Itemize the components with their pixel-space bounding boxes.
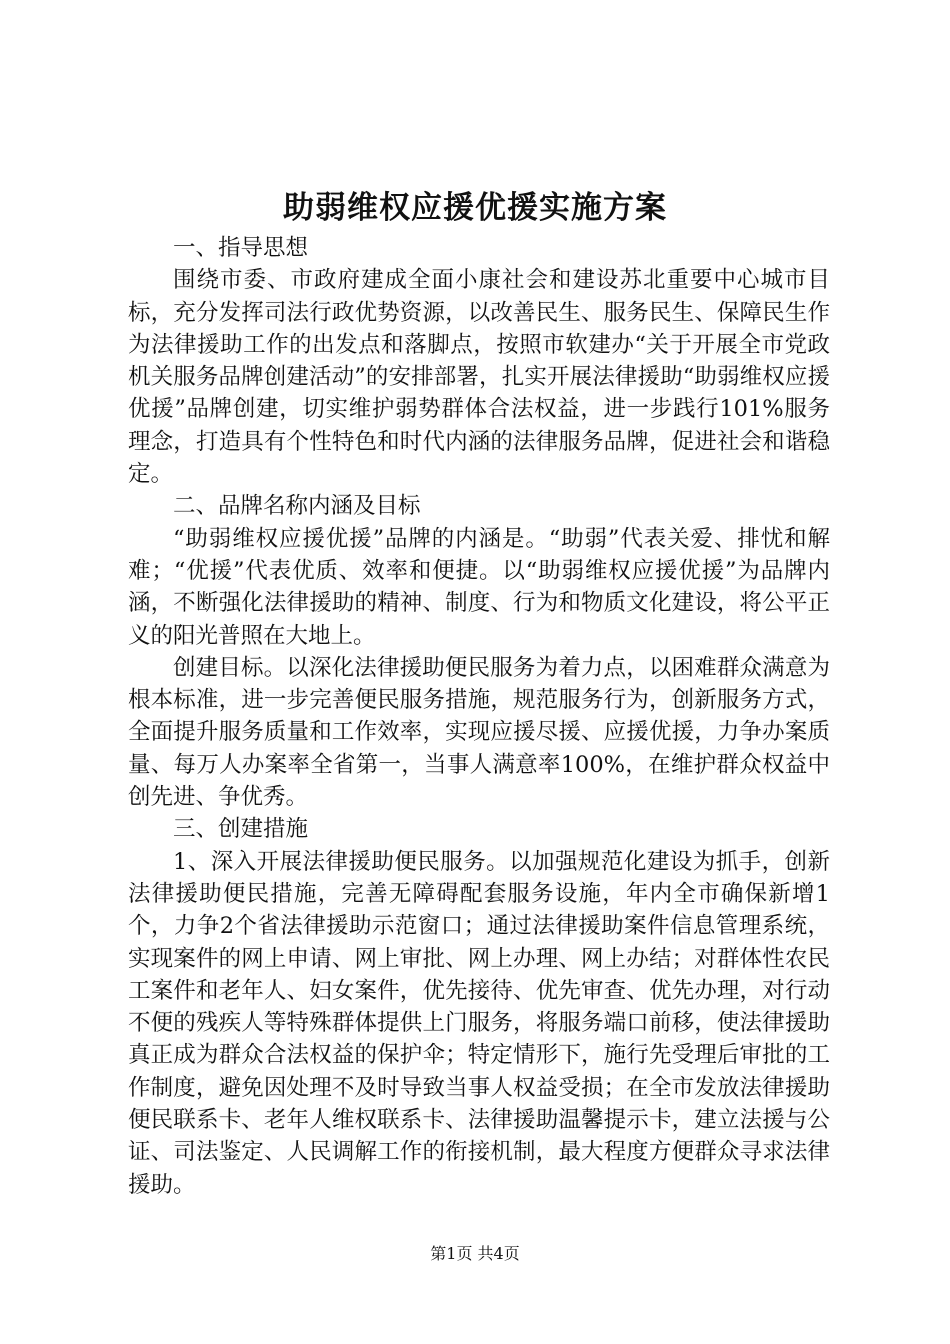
paragraph-creation-goals: 创建目标。以深化法律援助便民服务为着力点，以困难群众满意为根本标准，进一步完善便民服务措施，规范服务行为，创新服务方式，全面提升服务质量和工作效率，实现应援尽援、应援优援，力争办案质量、每万人办案率全省第一，当事人满意率100%，在维护群众权益中创先进、争优秀。 [128,654,830,811]
page-footer: 第1页 共4页 [430,1244,520,1263]
paragraph-measure-1: 1、深入开展法律援助便民服务。以加强规范化建设为抓手，创新法律援助便民措施，完善无障碍配套服务设施，年内全市确保新增1个，力争2个省法律援助示范窗口；通过法律援助案件信息管理系统，实现案件的网上申请、网上审批、网上办理、网上办结；对群体性农民工案件和老年人、妇女案件，优先接待、优先审查、优先办理，对行动不便的残疾人等特殊群体提供上门服务，将服务端口前移，使法律援助真正成为群众合法权益的保护伞；特定情形下，施行先受理后审批的工作制度，避免因处理不及时导致当事人权益受损；在全市发放法律援助便民联系卡、老年人维权联系卡、法律援助温馨提示卡，建立法援与公证、司法鉴定、人民调解工作的衔接机制，最大程度方便群众寻求法律援助。 [128,848,830,1198]
section-heading-measures: 三、创建措施 [173,816,309,843]
paragraph-guiding-ideology: 围绕市委、市政府建成全面小康社会和建设苏北重要中心城市目标，充分发挥司法行政优势资源，以改善民生、服务民生、保障民生作为法律援助工作的出发点和落脚点，按照市软建办“关于开展全市党政机关服务品牌创建活动”的安排部署，扎实开展法律援助“助弱维权应援优援”品牌创建，切实维护弱势群体合法权益，进一步践行101%服务理念，打造具有个性特色和时代内涵的法律服务品牌，促进社会和谐稳定。 [128,267,830,488]
paragraph-brand-meaning: “助弱维权应援优援”品牌的内涵是。“助弱”代表关爱、排忧和解难；“优援”代表优质、效率和便捷。以“助弱维权应援优援”为品牌内涵，不断强化法律援助的精神、制度、行为和物质文化建设，将公平正义的阳光普照在大地上。 [128,525,830,649]
section-heading-brand-meaning: 二、品牌名称内涵及目标 [173,493,421,520]
section-heading-guiding-ideology: 一、指导思想 [173,235,309,261]
document-title: 助弱维权应援优援实施方案 [283,190,667,226]
document-body [128,232,830,1201]
